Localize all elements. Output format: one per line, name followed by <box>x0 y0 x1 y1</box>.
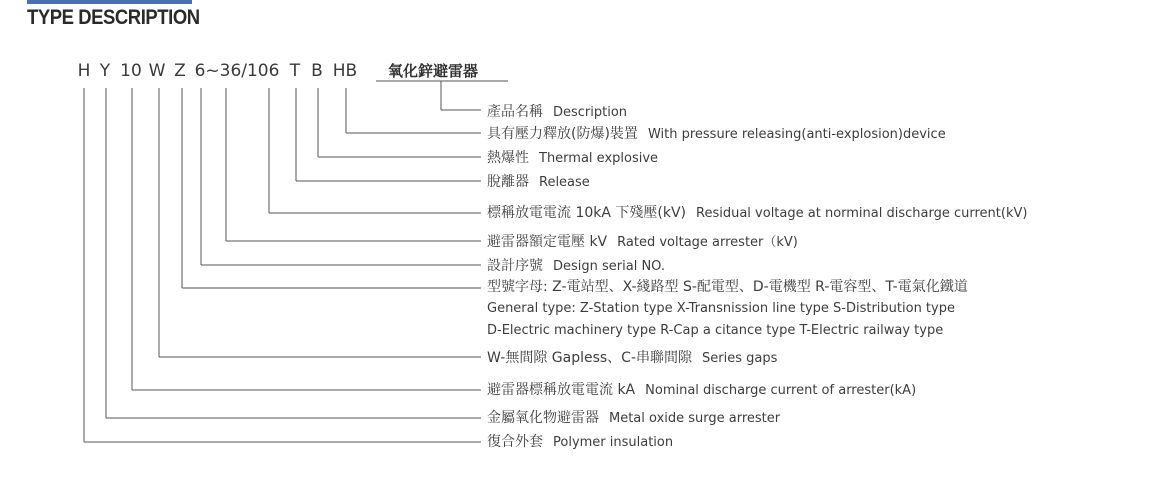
desc-row-general-type <box>487 300 955 316</box>
desc-cn: 型號字母: Z-電站型、X-綫路型 S-配電型、D-電機型 R-電容型、T-電氣化鐵道 <box>487 279 968 295</box>
page-title: TYPE DESCRIPTION <box>27 6 200 29</box>
desc-row-electric-machinery <box>487 322 943 338</box>
desc-row-description <box>487 101 627 121</box>
desc-en: Series gaps <box>702 351 778 366</box>
desc-row-pressure-releasing <box>487 123 946 143</box>
desc-row-residual-voltage <box>487 202 1027 222</box>
desc-en: Nominal discharge current of arrester(kA) <box>645 383 917 398</box>
desc-en: Release <box>539 175 590 190</box>
desc-cn: 產品名稱 <box>487 104 543 120</box>
code-part-z: Z <box>174 61 186 81</box>
desc-cn: 金屬氧化物避雷器 <box>487 410 599 426</box>
desc-row-thermal-explosive <box>487 147 658 167</box>
desc-row-polymer <box>487 431 673 451</box>
desc-en: Residual voltage at norminal discharge current(kV) <box>696 206 1028 221</box>
desc-row-gaps <box>487 347 777 367</box>
desc-en: D-Electric machinery type R-Cap a citance type T-Electric railway type <box>487 323 944 338</box>
desc-cn: 避雷器標稱放電電流 kA <box>487 382 636 398</box>
desc-cn: 設計序號 <box>487 258 543 274</box>
desc-en: Design serial NO. <box>553 259 666 274</box>
desc-en: Polymer insulation <box>553 435 674 450</box>
code-part-t: T <box>289 61 301 81</box>
desc-row-type-letters <box>487 276 978 296</box>
desc-row-release <box>487 171 590 191</box>
code-part-y: Y <box>99 61 111 81</box>
code-part-h: H <box>77 61 91 81</box>
desc-row-metal-oxide <box>487 407 780 427</box>
code-part-w: W <box>148 61 166 81</box>
desc-en: Metal oxide surge arrester <box>609 411 781 426</box>
code-part-hb: HB <box>332 61 358 81</box>
desc-cn: 避雷器額定電壓 kV <box>487 234 608 250</box>
desc-en: Rated voltage arrester（kV) <box>617 235 798 250</box>
desc-row-rated-voltage <box>487 231 798 251</box>
desc-en: Thermal explosive <box>539 151 659 166</box>
desc-row-nominal-current <box>487 379 916 399</box>
desc-cn: 熱爆性 <box>487 150 529 166</box>
desc-cn: 脫離器 <box>487 174 529 190</box>
desc-cn: 標稱放電電流 10kA 下殘壓(kV) <box>487 205 687 221</box>
product-name: 氧化鋅避雷器 <box>388 62 479 80</box>
desc-en: Description <box>553 105 628 120</box>
desc-row-design-serial <box>487 255 665 275</box>
desc-cn: 具有壓力釋放(防爆)裝置 <box>487 126 638 142</box>
code-part-voltage: 6~36/106 <box>194 61 280 81</box>
desc-en: With pressure releasing(anti-explosion)device <box>647 127 946 142</box>
code-part-b: B <box>311 61 323 81</box>
desc-en: General type: Z-Station type X-Transnission line type S-Distribution type <box>487 301 955 316</box>
desc-cn: W-無間隙 Gapless、C-串聯間隙 <box>487 350 693 366</box>
desc-cn: 復合外套 <box>487 434 543 450</box>
code-part-10: 10 <box>120 61 142 81</box>
